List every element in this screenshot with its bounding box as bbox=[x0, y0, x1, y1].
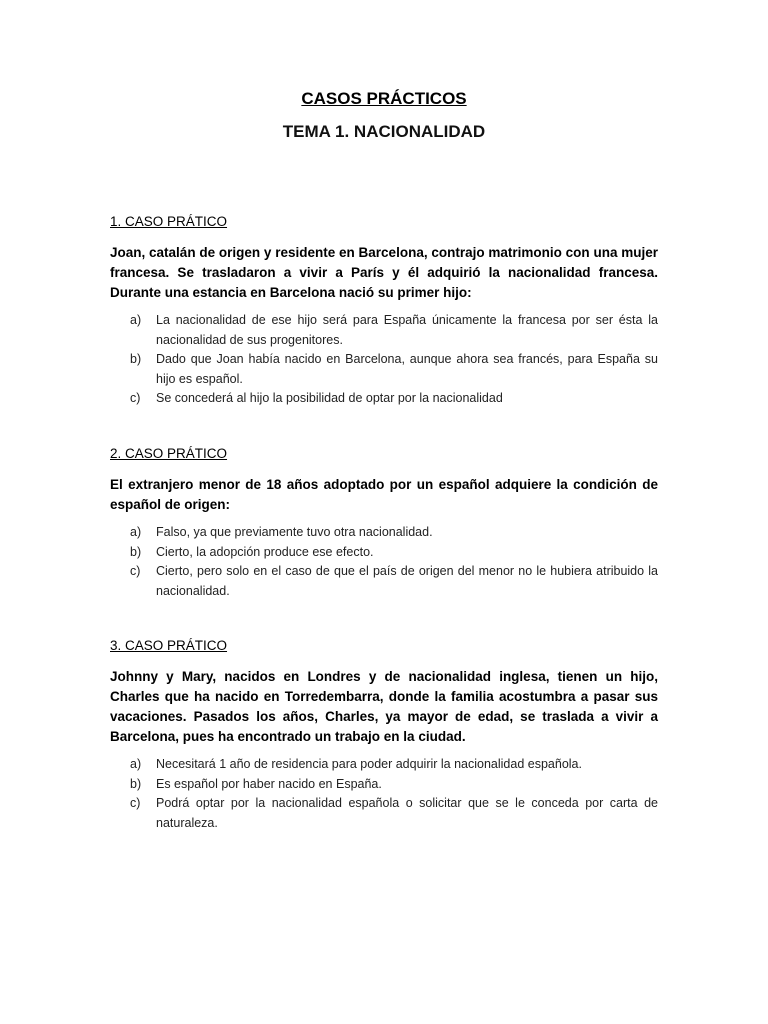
case-3 bbox=[110, 637, 658, 833]
option-c bbox=[110, 794, 658, 833]
option-b bbox=[110, 350, 658, 389]
case-2 bbox=[110, 445, 658, 601]
case-statement: Joan, catalán de origen y residente en Barcelona, contrajo matrimonio con una mujer francesa. Se trasladaron a vivir a París y él adquirió la nacionalidad francesa. Durante una estancia en Barcelona nació su primer hijo: bbox=[110, 245, 658, 300]
option-letter: c) bbox=[130, 796, 141, 810]
option-text: Cierto, pero solo en el caso de que el país de origen del menor no le hubiera atribuido la nacionalidad. bbox=[156, 564, 658, 598]
option-letter: c) bbox=[130, 564, 141, 578]
case-heading: 3. CASO PRÁTICO bbox=[110, 638, 228, 653]
option-a bbox=[110, 311, 658, 350]
option-c bbox=[110, 389, 658, 409]
option-letter: b) bbox=[130, 776, 142, 791]
option-text: Falso, ya que previamente tuvo otra nacionalidad. bbox=[156, 525, 433, 539]
page-subtitle: TEMA 1. NACIONALIDAD bbox=[282, 122, 486, 141]
option-b bbox=[110, 543, 658, 563]
option-c bbox=[110, 562, 658, 601]
option-text: Podrá optar por la nacionalidad española o solicitar que se le conceda por carta de naturaleza. bbox=[156, 796, 658, 830]
option-letter: a) bbox=[130, 313, 142, 327]
option-text: Necesitará 1 año de residencia para poder adquirir la nacionalidad española. bbox=[156, 757, 582, 771]
case-heading: 2. CASO PRÁTICO bbox=[110, 446, 228, 461]
option-text: Es español por haber nacido en España. bbox=[156, 776, 382, 791]
option-text: Se concederá al hijo la posibilidad de optar por la nacionalidad bbox=[156, 391, 503, 405]
option-text: Cierto, la adopción produce ese efecto. bbox=[156, 544, 374, 559]
option-text: La nacionalidad de ese hijo será para España únicamente la francesa por ser ésta la nacionalidad de sus progenitores. bbox=[156, 313, 658, 347]
option-letter: b) bbox=[130, 544, 142, 559]
case-heading: 1. CASO PRÁTICO bbox=[110, 214, 228, 229]
case-1 bbox=[110, 213, 658, 409]
option-list bbox=[110, 755, 658, 833]
page-title: CASOS PRÁCTICOS bbox=[301, 89, 467, 108]
option-letter: a) bbox=[130, 757, 142, 771]
case-statement: El extranjero menor de 18 años adoptado por un español adquiere la condición de español de origen: bbox=[110, 477, 658, 512]
option-letter: c) bbox=[130, 391, 141, 405]
option-a bbox=[110, 755, 658, 775]
option-text: Dado que Joan había nacido en Barcelona, aunque ahora sea francés, para España su hijo es español. bbox=[156, 352, 658, 386]
option-letter: a) bbox=[130, 525, 142, 539]
option-b bbox=[110, 775, 658, 795]
option-a bbox=[110, 523, 658, 543]
option-list bbox=[110, 523, 658, 601]
option-letter: b) bbox=[130, 352, 142, 366]
case-statement: Johnny y Mary, nacidos en Londres y de nacionalidad inglesa, tienen un hijo, Charles que ha nacido en Torredembarra, donde la familia acostumbra a pasar sus vacaciones. Pasados los años, Charles, ya mayor de edad, se traslada a vivir a Barcelona, pues ha encontrado un trabajo en la ciudad. bbox=[110, 669, 658, 744]
option-list bbox=[110, 311, 658, 409]
